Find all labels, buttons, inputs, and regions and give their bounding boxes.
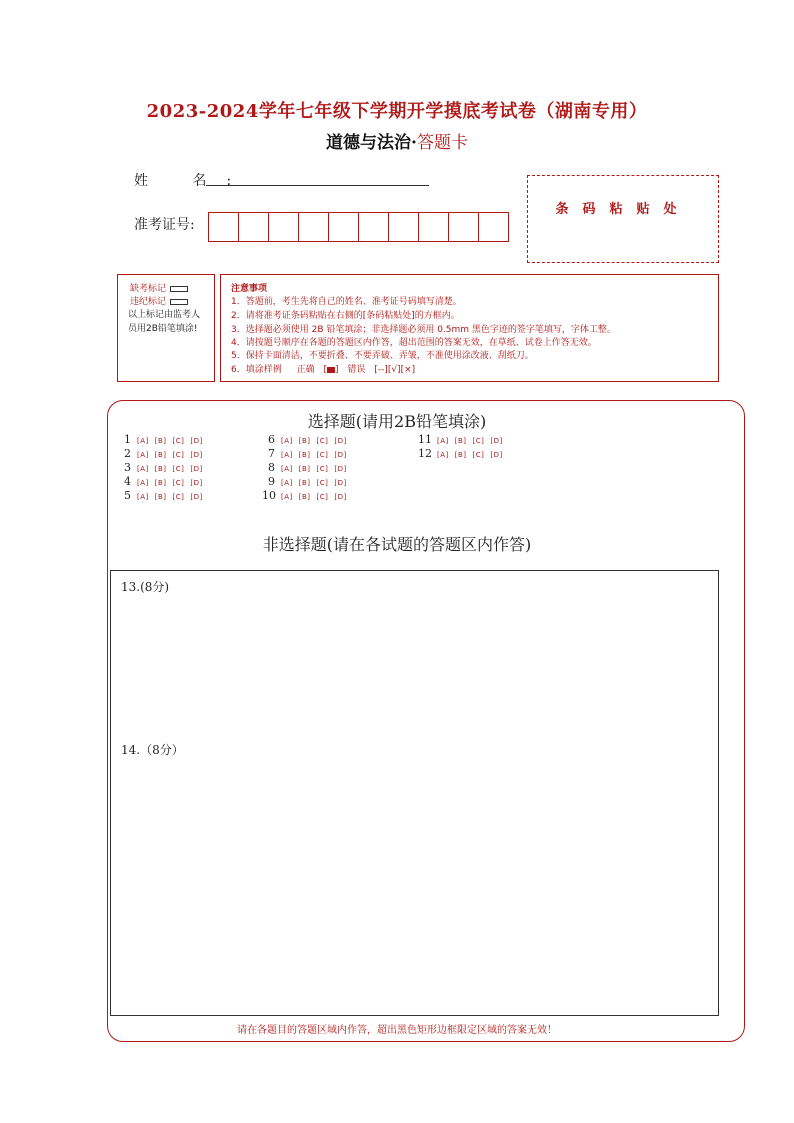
option-bubble[interactable]: [B] <box>298 451 311 459</box>
option-bubble[interactable]: [B] <box>154 493 167 501</box>
answer-area[interactable] <box>110 570 719 1016</box>
option-bubble[interactable]: [C] <box>316 451 329 459</box>
option-bubble[interactable]: [A] <box>137 437 149 445</box>
filled-mark-icon <box>327 367 335 373</box>
exam-number-cell[interactable] <box>478 212 509 242</box>
option-bubble[interactable]: [B] <box>154 479 167 487</box>
option-bubble[interactable]: [D] <box>190 479 203 487</box>
absent-mark-label: 缺考标记 <box>130 284 167 294</box>
option-bubble[interactable]: [A] <box>281 437 293 445</box>
note-item: 3．选择题必须使用 2B 铅笔填涂；非选择题必须用 0.5mm 黑色字迹的签字笔填写，字体工整。 <box>231 325 616 335</box>
exam-number-cell[interactable] <box>418 212 449 242</box>
choice-question <box>118 433 203 446</box>
question-number: 2 <box>124 447 131 460</box>
option-bubble[interactable]: [D] <box>490 451 503 459</box>
note-item: 5．保持卡面清洁，不要折叠、不要弄破、弄皱，不准使用涂改液、刮纸刀。 <box>231 351 534 361</box>
question-number: 9 <box>268 475 275 488</box>
choice-question <box>262 475 347 488</box>
barcode-area <box>527 175 719 263</box>
option-bubble[interactable]: [C] <box>316 465 329 473</box>
option-bubble[interactable]: [C] <box>172 465 185 473</box>
absent-checkbox[interactable] <box>170 286 188 292</box>
exam-number-label: 准考证号: <box>134 217 195 233</box>
option-bubble[interactable]: [C] <box>472 437 485 445</box>
exam-number-cell[interactable] <box>238 212 269 242</box>
exam-title: 2023-2024学年七年级下学期开学摸底考试卷（湖南专用） <box>146 101 648 122</box>
nonchoice-section-title: 非选择题(请在各试题的答题区内作答) <box>262 535 532 554</box>
mark-box <box>117 274 215 382</box>
exam-number-cell[interactable] <box>388 212 419 242</box>
option-bubble[interactable]: [C] <box>172 451 185 459</box>
question-number: 11 <box>418 433 432 446</box>
option-bubble[interactable]: [D] <box>334 437 347 445</box>
exam-number-boxes[interactable] <box>209 212 509 242</box>
option-bubble[interactable]: [A] <box>137 493 149 501</box>
wrong-label: 错误 <box>347 365 366 375</box>
question-number: 3 <box>124 461 131 474</box>
choice-section-title: 选择题(请用2B铅笔填涂) <box>307 412 487 431</box>
question-number: 10 <box>262 489 276 502</box>
option-bubble[interactable]: [A] <box>437 437 449 445</box>
violation-mark-label: 违纪标记 <box>130 297 167 307</box>
option-bubble[interactable]: [B] <box>154 451 167 459</box>
option-bubble[interactable]: [B] <box>298 493 311 501</box>
exam-number-cell[interactable] <box>268 212 299 242</box>
option-bubble[interactable]: [B] <box>454 437 467 445</box>
question-number: 8 <box>268 461 275 474</box>
option-bubble[interactable]: [B] <box>154 465 167 473</box>
correct-label: 正确 <box>296 365 315 375</box>
notes-title: 注意事项 <box>231 284 268 294</box>
option-bubble[interactable]: [A] <box>281 465 293 473</box>
option-bubble[interactable]: [A] <box>137 465 149 473</box>
sample-prefix: 6．填涂样例 <box>231 365 282 375</box>
choice-question <box>118 475 203 488</box>
option-bubble[interactable]: [D] <box>334 479 347 487</box>
option-bubble[interactable]: [D] <box>334 465 347 473</box>
footer-warning: 请在各题目的答题区域内作答，超出黑色矩形边框限定区域的答案无效！ <box>237 1025 557 1036</box>
question-13-label: 13.(8分) <box>121 580 170 594</box>
exam-number-cell[interactable] <box>448 212 479 242</box>
violation-mark[interactable] <box>130 294 188 307</box>
option-bubble[interactable]: [A] <box>137 479 149 487</box>
option-bubble[interactable]: [A] <box>281 493 293 501</box>
option-bubble[interactable]: [C] <box>472 451 485 459</box>
choice-question <box>418 447 503 460</box>
option-bubble[interactable]: [D] <box>334 451 347 459</box>
choice-question <box>418 433 503 446</box>
option-bubble[interactable]: [C] <box>316 437 329 445</box>
choice-question <box>262 489 347 502</box>
question-number: 5 <box>124 489 131 502</box>
option-bubble[interactable]: [A] <box>437 451 449 459</box>
exam-number-cell[interactable] <box>358 212 389 242</box>
choice-question <box>262 433 347 446</box>
fill-sample <box>231 362 415 375</box>
name-label: 姓 名: <box>134 173 252 189</box>
option-bubble[interactable]: [B] <box>298 465 311 473</box>
option-bubble[interactable]: [D] <box>490 437 503 445</box>
choice-question <box>118 461 203 474</box>
option-bubble[interactable]: [C] <box>316 479 329 487</box>
question-14-label: 14.（8分） <box>121 743 184 757</box>
exam-number-cell[interactable] <box>298 212 329 242</box>
exam-subtitle <box>0 128 794 153</box>
exam-number-cell[interactable] <box>328 212 359 242</box>
option-bubble[interactable]: [A] <box>281 451 293 459</box>
violation-checkbox[interactable] <box>170 299 188 305</box>
option-bubble[interactable]: [C] <box>172 493 185 501</box>
option-bubble[interactable]: [B] <box>454 451 467 459</box>
question-number: 4 <box>124 475 131 488</box>
question-number: 1 <box>124 433 131 446</box>
option-bubble[interactable]: [A] <box>281 479 293 487</box>
note-item: 1．答题前，考生先将自己的姓名、准考证号码填写清楚。 <box>231 297 462 307</box>
option-bubble[interactable]: [D] <box>190 493 203 501</box>
choice-question <box>118 447 203 460</box>
choice-question <box>118 489 203 502</box>
answer-card-label: 答题卡 <box>416 133 468 153</box>
option-bubble[interactable]: [D] <box>190 437 203 445</box>
note-item: 4．请按题号顺序在各题的答题区内作答，超出范围的答案无效，在草纸、试卷上作答无效。 <box>231 338 597 348</box>
subject-name: 道德与法治· <box>326 133 417 153</box>
option-bubble[interactable]: [B] <box>298 479 311 487</box>
option-bubble[interactable]: [C] <box>316 493 329 501</box>
choice-question <box>262 461 347 474</box>
notes-box <box>220 274 719 382</box>
option-bubble[interactable]: [A] <box>137 451 149 459</box>
mark-instruction: 以上标记由监考人员用2B铅笔填涂! <box>128 310 201 334</box>
correct-sample: [ ] <box>323 365 339 375</box>
option-bubble[interactable]: [D] <box>190 465 203 473</box>
option-bubble[interactable]: [D] <box>334 493 347 501</box>
wrong-samples: [--][√][×] <box>374 365 416 375</box>
option-bubble[interactable]: [B] <box>154 437 167 445</box>
option-bubble[interactable]: [C] <box>172 437 185 445</box>
choice-question <box>262 447 347 460</box>
note-item: 2．请将准考证条码粘贴在右侧的[条码粘贴处]的方框内。 <box>231 311 460 321</box>
question-number: 7 <box>268 447 275 460</box>
barcode-label: 条码粘贴处 <box>555 202 691 217</box>
option-bubble[interactable]: [D] <box>190 451 203 459</box>
option-bubble[interactable]: [B] <box>298 437 311 445</box>
question-number: 12 <box>418 447 432 460</box>
option-bubble[interactable]: [C] <box>172 479 185 487</box>
absent-mark[interactable] <box>130 281 188 294</box>
question-number: 6 <box>268 433 275 446</box>
exam-number-cell[interactable] <box>208 212 239 242</box>
name-field[interactable] <box>206 184 429 186</box>
